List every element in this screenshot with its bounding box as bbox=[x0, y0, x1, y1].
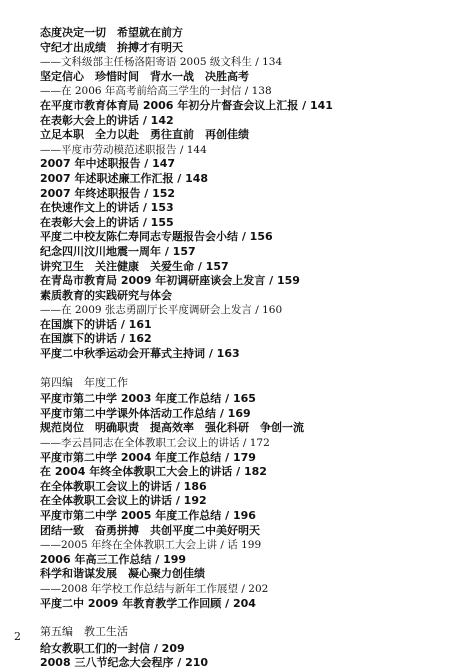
toc-entry: 在 2004 年终全体教职工大会上的讲话 / 182 bbox=[40, 465, 267, 479]
toc-group-third-part bbox=[40, 26, 440, 362]
toc-entry: 2008 三八节纪念大会程序 / 210 bbox=[40, 656, 209, 670]
spacer bbox=[40, 362, 440, 376]
toc-entry: 纪念四川汶川地震一周年 / 157 bbox=[40, 244, 196, 258]
toc-entry: 在国旗下的讲话 / 162 bbox=[40, 332, 152, 346]
toc-entry: 平度市第二中学 2004 年度工作总结 / 179 bbox=[40, 450, 256, 464]
toc-group-fourth-part bbox=[40, 392, 440, 611]
table-of-contents bbox=[40, 26, 440, 671]
toc-entry: 2006 年高三工作总结 / 199 bbox=[40, 552, 187, 566]
toc-entry: 在全体教职工会议上的讲话 / 186 bbox=[40, 479, 207, 493]
toc-entry: 2007 年中述职报告 / 147 bbox=[40, 157, 176, 171]
toc-entry: 平度二中秋季运动会开幕式主持词 / 163 bbox=[40, 347, 240, 361]
toc-entry: 团结一致 奋勇拼搏 共创平度二中美好明天 bbox=[40, 523, 260, 537]
toc-entry: 在国旗下的讲话 / 161 bbox=[40, 317, 152, 331]
toc-entry: 在表彰大会上的讲话 / 142 bbox=[40, 113, 174, 127]
page-number: 2 bbox=[14, 630, 21, 643]
toc-entry: 坚定信心 珍惜时间 背水一战 决胜高考 bbox=[40, 69, 249, 83]
toc-subtitle: ——在 2009 张志勇副厅长平度调研会上发言 / 160 bbox=[40, 304, 283, 317]
toc-subtitle: ——2005 年终在全体教职工大会上讲 / 话 199 bbox=[40, 539, 262, 552]
toc-subtitle: ——李云昌同志在全体教职工会议上的讲话 / 172 bbox=[40, 437, 270, 450]
toc-entry: 平度市第二中学 2005 年度工作总结 / 196 bbox=[40, 509, 256, 522]
toc-entry: 立足本职 全力以赴 勇往直前 再创佳绩 bbox=[40, 128, 249, 142]
toc-entry: 守纪才出成绩 拚搏才有明天 bbox=[40, 40, 183, 54]
toc-entry: 平度市第二中学 2003 年度工作总结 / 165 bbox=[40, 392, 256, 406]
section-heading-5: 第五编 教工生活 bbox=[40, 625, 128, 639]
toc-entry: 平度二中校友陈仁寿同志专题报告会小结 / 156 bbox=[40, 230, 273, 244]
toc-entry: 给女教职工们的一封信 / 209 bbox=[40, 641, 185, 655]
section-heading-4: 第四编 年度工作 bbox=[40, 375, 128, 389]
toc-entry: 讲究卫生 关注健康 关爱生命 / 157 bbox=[40, 259, 229, 273]
toc-entry: 态度决定一切 希望就在前方 bbox=[40, 26, 183, 39]
toc-entry: 在全体教职工会议上的讲话 / 192 bbox=[40, 494, 207, 508]
toc-entry: 在表彰大会上的讲话 / 155 bbox=[40, 215, 174, 229]
toc-subtitle: ——平度市劳动模范述职报告 / 144 bbox=[40, 143, 207, 156]
toc-entry: 规范岗位 明确职责 提高效率 强化科研 争创一流 bbox=[40, 421, 304, 435]
toc-group-fifth-part bbox=[40, 642, 440, 671]
toc-entry: 在平度市教育体育局 2006 年初分片督查会议上汇报 / 141 bbox=[40, 98, 333, 112]
toc-subtitle: ——在 2006 年高考前给高三学生的一封信 / 138 bbox=[40, 85, 272, 98]
toc-entry: 平度市第二中学课外体活动工作总结 / 169 bbox=[40, 406, 251, 420]
toc-subtitle: ——文科级部主任杨洛阳寄语 2005 级文科生 / 134 bbox=[40, 56, 283, 69]
toc-entry: 素质教育的实践研究与体会 bbox=[40, 288, 172, 302]
spacer bbox=[40, 611, 440, 625]
toc-entry: 2007 年述职述廉工作汇报 / 148 bbox=[40, 171, 209, 185]
toc-entry: 平度二中 2009 年教育教学工作回顾 / 204 bbox=[40, 596, 256, 610]
toc-entry: 在快速作文上的讲话 / 153 bbox=[40, 201, 174, 215]
toc-entry: 科学和谐谋发展 凝心聚力创佳绩 bbox=[40, 567, 205, 581]
toc-entry: 在青岛市教育局 2009 年初调研座谈会上发言 / 159 bbox=[40, 274, 300, 288]
toc-entry: 2007 年终述职报告 / 152 bbox=[40, 186, 176, 200]
toc-subtitle: ——2008 年学校工作总结与新年工作展望 / 202 bbox=[40, 582, 269, 595]
